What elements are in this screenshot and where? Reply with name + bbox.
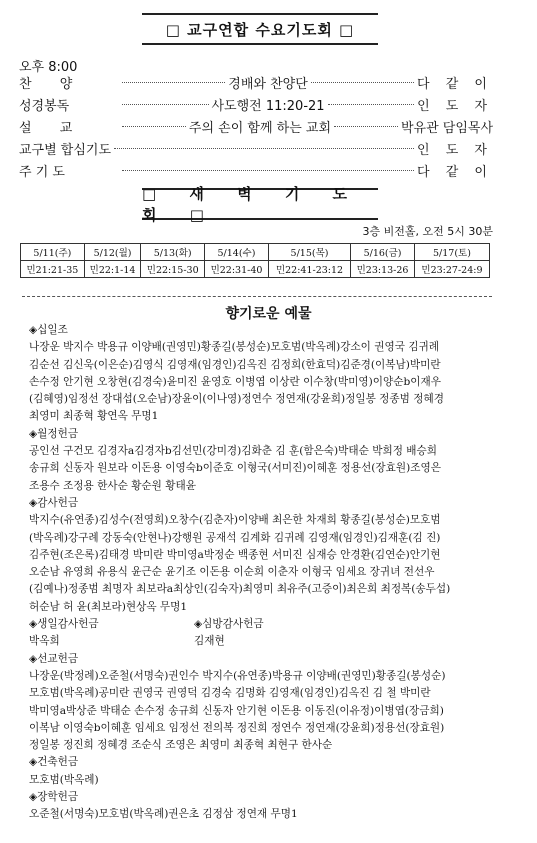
page-title: □ 교구연합 수요기도회 □ — [142, 13, 378, 45]
order-leader: 다 같 이 — [417, 76, 493, 92]
order-label: 찬 양 — [19, 76, 85, 92]
schedule-day: 5/14(수) — [205, 244, 269, 261]
offering-names: 모호범(박옥례)공미란 권영국 권영덕 김경숙 김명화 김영재(임경인)김옥진 김 철 박미란 — [29, 687, 431, 700]
schedule-day: 5/16(금) — [351, 244, 415, 261]
dot-leader — [334, 126, 398, 127]
offering-names: 공인선 구건모 김경자a김경자b김선민(강미경)김화춘 김 훈(함은숙)박태순 박희정 배승희 — [29, 445, 438, 458]
dot-leader — [122, 170, 414, 171]
offering-names: 오준철(서명숙)모호범(박옥례)권은초 김정삼 정연재 무명1 — [29, 808, 298, 821]
offering-names: 박미영a박상준 박태순 손수정 송규희 신동자 안기현 이돈용 이동진(이유정)이병엽(장금희) — [29, 704, 444, 717]
offering-names: 나장운(박정례)오준철(서명숙)권인수 박지수(유연종)박용규 이양배(권영민)황종길(봉성순) — [29, 669, 446, 682]
offering-birthday-visit-donors — [29, 633, 499, 650]
order-content: 주의 손이 함께 하는 교회 — [188, 120, 332, 136]
order-label: 성경봉독 — [19, 98, 70, 114]
order-row-scripture — [19, 94, 493, 114]
order-leader: 박유관 담임목사 — [400, 120, 494, 136]
order-content: 사도행전 11:20-21 — [211, 98, 325, 114]
offering-category-monthly: ◈월정헌금 — [29, 427, 79, 440]
offering-names: 정일봉 정진희 정혜경 조순식 조영은 최영미 최종혁 최현구 한사순 — [29, 739, 333, 752]
offering-category-scholarship: ◈장학헌금 — [29, 791, 79, 804]
order-label: 설 교 — [19, 120, 85, 136]
order-leader: 인 도 자 — [417, 142, 493, 158]
offering-names: 박옥희 — [29, 635, 60, 648]
dot-leader — [328, 104, 415, 105]
order-row-lords-prayer — [19, 160, 493, 180]
dot-leader — [311, 82, 414, 83]
offering-names: 박지수(유연종)김성수(전영희)오창수(김춘자)이양배 최은한 차재희 황종길(봉성순)모호범 — [29, 514, 441, 527]
order-row-praise — [19, 72, 493, 92]
dawn-prayer-title: □ 새 벽 기 도 회 □ — [142, 188, 378, 220]
offering-names: 모호범(박옥례) — [29, 773, 99, 786]
offering-names: 조용수 조정용 한사순 황순원 황태윤 — [29, 479, 196, 492]
order-content: 경배와 찬양단 — [228, 76, 308, 92]
dawn-prayer-schedule — [20, 243, 490, 278]
offering-category-birthday: ◈생일감사헌금 — [29, 618, 99, 631]
schedule-passage: 민23:27-24:9 — [414, 261, 489, 278]
offering-title: 향기로운 예물 — [225, 306, 312, 322]
offering-names: 나장운 박지수 박용규 이양배(권영민)황종길(봉성순)모호범(박옥례)강소이 권영국 김귀례 — [29, 341, 440, 354]
offering-names: (박옥례)강구례 강동숙(안현나)강행원 공재석 김계화 김귀례 김영재(임경인)김재훈(김 진) — [29, 531, 441, 544]
schedule-passage: 민21:21-35 — [21, 261, 85, 278]
offering-names: 김순선 김신욱(이은순)김영식 김영재(임경인)김옥진 김정희(한효덕)김준경(이복남)박미란 — [29, 358, 441, 371]
offering-names: (김혜영)임정선 장대섭(오순남)장윤이(이나영)정연수 정연재(강윤희)정일봉 정종범 정혜경 — [29, 393, 444, 406]
offering-category-building: ◈건축헌금 — [29, 756, 79, 769]
dot-leader — [122, 104, 209, 105]
order-leader: 다 같 이 — [417, 164, 493, 180]
offering-names: 김주현(조은록)김태경 박미란 박미영a박정순 백종현 서미진 심재승 안경환(김연순)안기현 — [29, 548, 441, 561]
order-row-prayer — [19, 138, 493, 158]
offering-category-visit: ◈심방감사헌금 — [194, 618, 264, 631]
offering-names: 허순남 허 윤(최보라)현상옥 무명1 — [29, 600, 188, 613]
order-label: 주 기 도 — [19, 164, 65, 180]
schedule-passage: 민23:13-26 — [351, 261, 415, 278]
service-time: 오후 8:00 — [19, 60, 78, 75]
offering-names: 김재현 — [194, 635, 225, 648]
dot-leader — [122, 126, 186, 127]
offering-names: 최영미 최종혁 황연옥 무명1 — [29, 410, 159, 423]
offering-names: 손수정 안기현 오창현(김경숙)윤미진 윤영호 이병엽 이상란 이수창(박미영)이양순b이재우 — [29, 375, 441, 388]
order-row-sermon — [19, 116, 493, 136]
schedule-passage: 민22:1-14 — [84, 261, 141, 278]
offering-names: 이복남 이영숙b이혜훈 임세요 임정선 전의복 정진희 정연수 정연재(강윤희)정용선(장효원) — [29, 721, 445, 734]
dawn-prayer-location: 3층 비전홀, 오전 5시 30분 — [362, 225, 493, 238]
section-divider — [22, 296, 492, 297]
dot-leader — [122, 82, 225, 83]
offering-category-mission: ◈선교헌금 — [29, 652, 79, 665]
order-label: 교구별 합심기도 — [19, 142, 112, 158]
schedule-passage: 민22:41-23:12 — [268, 261, 350, 278]
dot-leader — [114, 148, 414, 149]
schedule-passage: 민22:15-30 — [141, 261, 205, 278]
schedule-days-row — [21, 244, 490, 261]
offering-names: (김예나)정종범 최명자 최보라a최상인(김숙자)최영미 최유주(고증이)최은희 최정복(송두섭) — [29, 583, 451, 596]
offering-birthday-visit-row — [29, 616, 499, 633]
offering-list — [29, 322, 499, 824]
offering-names: 오순남 유영희 유용식 윤근순 윤기조 이돈용 이순희 이춘자 이형국 임세요 장귀녀 전선우 — [29, 566, 435, 579]
offering-names: 송규희 신동자 원보라 이돈용 이영숙b이준호 이형국(서미진)이혜훈 정용선(장효원)조영은 — [29, 462, 441, 475]
schedule-passage: 민22:31-40 — [205, 261, 269, 278]
schedule-day: 5/17(토) — [414, 244, 489, 261]
offering-category-tithe: ◈십일조 — [29, 324, 68, 336]
schedule-day: 5/11(주) — [21, 244, 85, 261]
schedule-passages-row — [21, 261, 490, 278]
offering-category-thanks: ◈감사헌금 — [29, 496, 79, 509]
schedule-day: 5/15(목) — [268, 244, 350, 261]
order-leader: 인 도 자 — [417, 98, 494, 114]
schedule-day: 5/12(월) — [84, 244, 141, 261]
schedule-day: 5/13(화) — [141, 244, 205, 261]
